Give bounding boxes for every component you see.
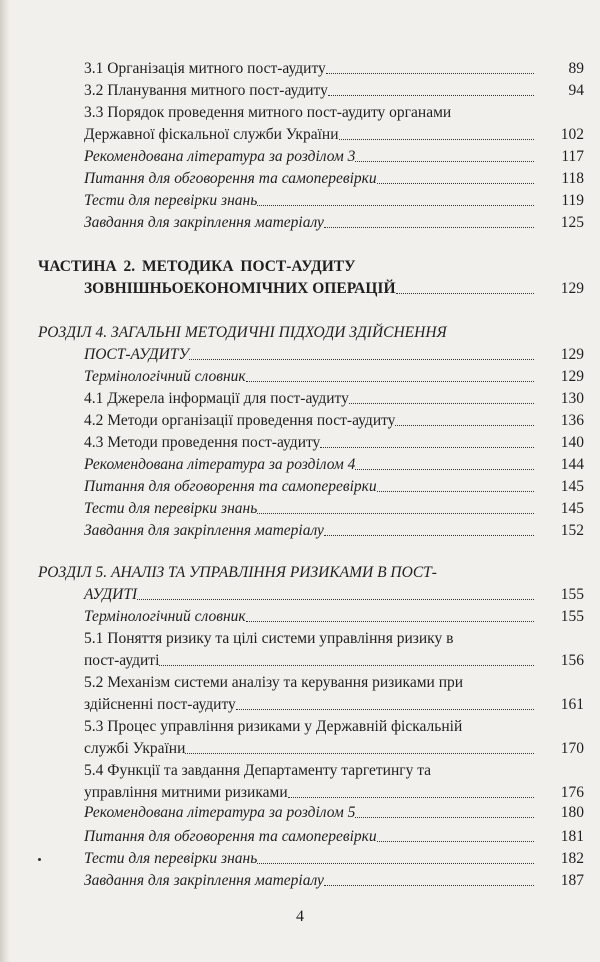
toc-entry-title-line1: 5.3 Процес управління ризиками у Державній фіскальній [84,718,463,735]
toc-leader-dots [339,139,535,140]
toc-entry-title: Рекомендована література за розділом 4 [84,456,356,473]
toc-leader-dots [236,709,534,710]
toc-entry-page: 117 [561,148,584,165]
toc-entry [84,736,584,758]
toc-entry [84,800,584,822]
toc-leader-dots [355,161,534,162]
toc-leader-dots [326,73,534,74]
toc-entry-page: 89 [568,60,584,77]
toc-entry-title: Термінологічний словник [84,608,246,625]
toc-leader-dots [257,205,534,206]
toc-entry [84,386,584,408]
part-heading-line1: ЧАСТИНА 2. МЕТОДИКА ПОСТ-АУДИТУ [38,258,356,275]
toc-leader-dots [328,95,534,96]
toc-entry-title-line1: 5.1 Поняття ризику та цілі системи управління ризику в [84,630,454,647]
toc-entry-page: 182 [560,850,584,867]
toc-leader-dots [320,447,534,448]
toc-entry [84,846,584,868]
toc-entry-page: 176 [560,784,584,801]
toc-entry-page: 125 [560,214,584,231]
toc-entry-page: 187 [560,872,584,889]
toc-leader-dots [185,753,534,754]
toc-entry [84,210,584,232]
toc-entry [84,824,584,846]
toc-leader-dots [137,599,534,600]
toc-entry [84,780,584,802]
toc-leader-dots [324,535,534,536]
toc-entry-page: 94 [568,82,584,99]
toc-entry-title: управління митними ризиками [84,784,288,801]
toc-leader-dots [324,227,534,228]
toc-leader-dots [257,863,534,864]
toc-entry-page: 145 [560,478,584,495]
toc-entry-title: Завдання для закріплення матеріалу [84,872,324,889]
section-heading-line1: РОЗДІЛ 5. АНАЛІЗ ТА УПРАВЛІННЯ РИЗИКАМИ В ПОСТ- [38,564,437,581]
toc-leader-dots [395,425,534,426]
toc-entry-title-line1: 5.2 Механізм системи аналізу та керування ризиками при [84,674,464,691]
page-number: 4 [296,908,304,925]
toc-entry-page: 129 [560,346,584,363]
toc-entry-title: Питання для обговорення та самоперевірки [84,828,377,845]
toc-leader-dots [246,381,534,382]
toc-entry-title: Рекомендована література за розділом 3 [84,148,356,165]
toc-entry-title: пост-аудиті [84,652,160,669]
toc-entry-title: ПОСТ-АУДИТУ [84,346,189,363]
toc-entry-page: 119 [561,192,584,209]
toc-entry [84,144,584,166]
toc-entry-title: 4.2 Методи організації проведення пост-аудиту [84,412,396,429]
toc-entry-title-line1: 3.3 Порядок проведення митного пост-аудиту органами [84,104,452,121]
toc-entry [84,122,584,144]
toc-leader-dots [377,491,534,492]
toc-leader-dots [159,665,534,666]
toc-entry-page: 156 [560,652,584,669]
toc-leader-dots [246,621,534,622]
toc-entry-title: службі України [84,740,186,757]
toc-entry-title: 3.2 Планування митного пост-аудиту [84,82,328,99]
toc-entry-title: Рекомендована література за розділом 5 [84,804,356,821]
toc-entry [84,604,584,626]
toc-leader-dots [324,885,534,886]
stray-ink-dot [38,858,41,861]
toc-entry [84,868,584,890]
toc-entry-page: 130 [560,390,584,407]
section-heading-line1: РОЗДІЛ 4. ЗАГАЛЬНІ МЕТОДИЧНІ ПІДХОДИ ЗДІЙСНЕННЯ [38,324,447,341]
toc-entry [84,518,584,540]
toc-leader-dots [377,183,534,184]
toc-entry-page: 129 [560,280,584,297]
toc-entry-page: 118 [561,170,584,187]
toc-entry-title: Питання для обговорення та самоперевірки [84,170,377,187]
toc-entry-page: 170 [560,740,584,757]
toc-entry-page: 144 [560,456,584,473]
toc-entry-title: 4.1 Джерела інформації для пост-аудиту [84,390,349,407]
toc-leader-dots [349,403,534,404]
toc-entry-page: 136 [560,412,584,429]
page-edge-shadow [0,0,10,962]
toc-entry-page: 102 [560,126,584,143]
toc-leader-dots [396,293,534,294]
toc-entry-page: 145 [560,500,584,517]
toc-entry-title: Тести для перевірки знань [84,192,258,209]
toc-entry-title-line1: 5.4 Функції та завдання Департаменту таргетингу та [84,762,432,779]
toc-entry [84,430,584,452]
toc-entry-title: Тести для перевірки знань [84,850,258,867]
toc-leader-dots [288,797,534,798]
toc-entry [84,692,584,714]
toc-entry-page: 155 [560,586,584,603]
toc-entry [84,276,584,298]
toc-entry-title: Термінологічний словник [84,368,246,385]
toc-entry-title: 3.1 Організація митного пост-аудиту [84,60,326,77]
toc-leader-dots [189,359,534,360]
toc-entry-title: Тести для перевірки знань [84,500,258,517]
toc-entry [84,648,584,670]
toc-leader-dots [257,513,534,514]
toc-entry-title: Завдання для закріплення матеріалу [84,214,324,231]
toc-entry-title: ЗОВНІШНЬОЕКОНОМІЧНИХ ОПЕРАЦІЙ [84,280,396,297]
toc-entry [84,166,584,188]
toc-entry [84,474,584,496]
toc-entry-page: 152 [560,522,584,539]
toc-entry [84,582,584,604]
toc-entry [84,56,584,78]
toc-entry-page: 129 [560,368,584,385]
toc-leader-dots [377,841,534,842]
toc-entry [84,364,584,386]
toc-entry-page: 155 [560,608,584,625]
toc-entry [84,78,584,100]
toc-leader-dots [355,817,534,818]
toc-entry-title: АУДИТІ [84,586,138,603]
toc-entry [84,452,584,474]
toc-entry [84,408,584,430]
toc-entry-title: здійсненні пост-аудиту [84,696,236,713]
toc-entry-page: 180 [560,804,584,821]
toc-leader-dots [355,469,534,470]
toc-entry-page: 181 [560,828,584,845]
toc-entry [84,496,584,518]
toc-entry [84,188,584,210]
toc-entry-page: 140 [560,434,584,451]
toc-entry-page: 161 [560,696,584,713]
toc-entry-title: 4.3 Методи проведення пост-аудиту [84,434,321,451]
toc-entry-title: Завдання для закріплення матеріалу [84,522,324,539]
toc-entry-title: Державної фіскальної служби України [84,126,339,143]
toc-entry [84,342,584,364]
toc-entry-title: Питання для обговорення та самоперевірки [84,478,377,495]
